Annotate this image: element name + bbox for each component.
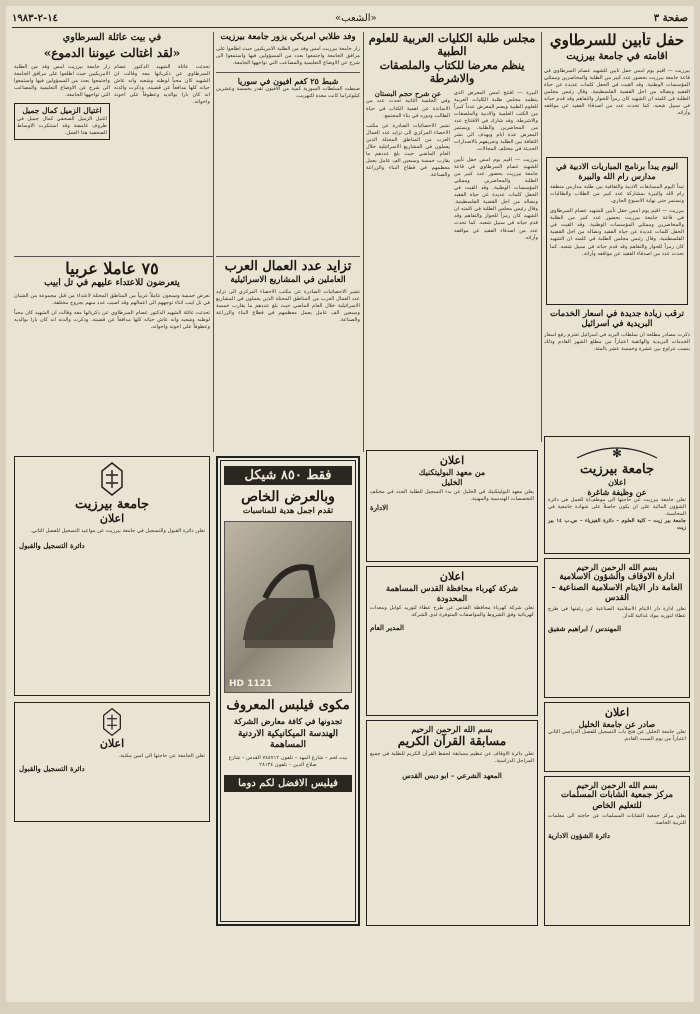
delegation-body: زار جامعة بيرزيت امس وفد من الطلبة الامريكيين حيث اطلعوا على مرافق الجامعة واجتمعوا بعدد من المسؤولين فيها واستمعوا الى شرح عن الاوضاع التعليمية والمصاعب التي تواجهها الجامعة.: [216, 45, 360, 66]
family-body: تحدثت عائلة الشهيد الدكتور عصام السرطاوي عن ذكرياتها معه وقالت ان الشهيد كان محباً لوطنه وشعبه وانه عاش حياته كلها مدافعاً عن قضيته. وذكرت والدته انه كان بارا بوالديه وعطوفاً على اخوته واخواته.: [114, 63, 210, 106]
birzeit-logo-3: [19, 707, 205, 737]
birzeit-third-label: اعلان: [99, 737, 125, 750]
exhibition-side-title: عن شرح حجم البستان: [374, 88, 442, 98]
birzeit-third-ad: [14, 702, 210, 822]
electric-ad: [366, 566, 538, 716]
issue-date: ١٤-٢-١٩٨٣: [12, 13, 58, 24]
birzeit-job-ad: [544, 436, 690, 554]
philips-title: مكوى فيلبس المعروف: [226, 698, 350, 714]
birzeit-job-body: تعلن جامعة بيرزيت عن حاجتها الى موظف/ة للعمل في دائرة الشؤون المالية على ان يكون حاصلاً على شهادة جامعية في المحاسبة.: [548, 497, 686, 518]
svg-text:✻: ✻: [612, 447, 622, 460]
programme-body: تبدأ اليوم المسابقات الادبية والثقافية بين طلبة مدارس منطقة رام الله والبيرة بمشاركة عدد كبير من الطلاب والطالبات وتستمر حتى نهاية الاسبوع الجاري.: [550, 183, 684, 204]
column-rule: [213, 32, 214, 452]
obituary-box: [14, 103, 110, 140]
delegation-headline: وفد طلابي امريكي يزور جامعة بيرزيت: [220, 32, 356, 42]
birzeit-logo: [548, 440, 686, 462]
waqf-title: ادارة الاوقاف والشؤون الاسلامية العامة دار الايتام الاسلامية الصناعية – القدس: [551, 572, 683, 604]
family-body-cont: زار جامعة بيرزيت امس وفد من الطلبة الامريكيين حيث اطلعوا على مرافق الجامعة واجتمعوا بعدد من المسؤولين فيها واستمعوا الى شرح عن الاوضاع التعليمية والمصاعب التي تواجهها الجامعة.: [14, 63, 110, 99]
waqf-basmala: بسم الله الرحمن الرحيم: [576, 562, 658, 572]
birzeit-name-2: جامعة بيرزيت: [74, 497, 150, 512]
exhibition-body-cont: بيرزيت — اقيم يوم امس حفل تأبين للشهيد عصام السرطاوي في قاعة جامعة بيرزيت بحضور عدد كبير من الطلبة والمحاضرين وممثلي المؤسسات الوطنية. وقد القيت في الحفل كلمات عديدة عن حياة الفقيد ونضاله من اجل القضية الفلسطينية. وقال رئيس مجلس الطلبة في كلمته ان الشهيد كان رمزاً للحوار والتفاهم وقد قدم حياته في سبيل شعبه. كما تحدث عدد من اصدقاء الفقيد عن مواقفه وآرائه.: [454, 156, 538, 241]
quran-body: تعلن دائرة الاوقاف عن تنظيم مسابقة لحفظ القرآن الكريم للطلبة في جميع المراحل الدراسية.: [370, 751, 534, 765]
obituary-title: اغتيال الزميل كمال جميل: [22, 106, 102, 116]
memorial-headline: حفل تأبين للسرطاوي: [549, 32, 685, 49]
electric-body: تعلن شركة كهرباء محافظة القدس عن طرح عطاء لتوريد كوابل ومعدات كهربائية وفق الشروط والمواصفات المتوفرة لدى الشركة.: [370, 605, 534, 619]
iron-model: HD 1121: [229, 679, 273, 690]
column-rule: [541, 32, 542, 442]
hebron-body: تعلن جامعة الخليل عن فتح باب التسجيل للفصل الدراسي الثاني اعتباراً من يوم السبت القادم.: [548, 729, 686, 743]
workers-body-cont: تحدثت عائلة الشهيد الدكتور عصام السرطاوي عن ذكرياتها معه وقالت ان الشهيد كان محباً لوطنه وشعبه وانه عاش حياته كلها مدافعاً عن قضيته. وذكرت والدته انه كان بارا بوالديه وعطوفاً على اخوته واخواته.: [14, 309, 210, 331]
workers-subhead: يتعرضون للاعتداء عليهم في تل ابيب: [44, 278, 180, 289]
section-rule: [14, 256, 214, 257]
paper-name: «الشعب»: [335, 13, 377, 24]
birzeit-third-signature: دائرة التسجيل والقبول: [19, 764, 85, 774]
quran-title: مسابقة القرآن الكريم: [397, 734, 507, 748]
muslim-women-basmala: بسم الله الرحمن الرحيم: [576, 780, 658, 790]
waqf-body: تعلن ادارة دار الايتام الاسلامية الصناعية عن رغبتها في طرح عطاء لتوريد مواد غذائية للدار.: [548, 605, 686, 619]
workers-article: [14, 260, 210, 450]
philips-price-banner: فقط ٨٥٠ شيكل: [224, 466, 352, 485]
waqf-ad: [544, 558, 690, 698]
polytechnic-title: من معهد البوليتكنيك: [418, 467, 486, 477]
exhibition-article: [366, 32, 538, 447]
birzeit-second-ad: [14, 456, 210, 696]
birzeit-logo-2: [19, 461, 205, 497]
exhibition-body: البيرة — افتتح امس المعرض الذي ينظمه مجلس طلبة الكليات العربية للعلوم الطبية ويضم المعرض عدداً كبيراً من الكتب العلمية والادبية والملصقات والاشرطة. وقد شارك في الافتتاح عدد من المحاضرين والطلبة. ويستمر المعرض عدة ايام ويهدف الى نشر الثقافة بين الطلبة وتعريفهم بالاصدارات الحديثة في مختلف المجالات.: [454, 89, 538, 153]
philips-offer: وبالعرض الخاص: [241, 489, 335, 505]
birzeit-job-contact: جامعة بير زيت – كلية العلوم – دائرة الفيزياء – ص.ب ١٤ بير زيت: [548, 518, 686, 532]
family-article: [14, 32, 210, 254]
birzeit-second-body: تعلن دائرة القبول والتسجيل في جامعة بيرزيت عن مواعيد التسجيل للفصل الثاني.: [30, 528, 205, 534]
polytechnic-city: الخليل: [441, 477, 463, 487]
newspaper-page: [6, 6, 694, 1002]
hebron-ad: [544, 702, 690, 772]
muslim-women-ad: [544, 776, 690, 926]
exhibition-subhead: ينظم معرضا للكتاب والملصقات والاشرطة: [379, 59, 525, 86]
masthead: [12, 10, 688, 28]
polytechnic-ad: [366, 450, 538, 562]
family-subhead: «لقد اغتالت عيوننا الدموع»: [43, 45, 181, 60]
memorial-body: بيرزيت — اقيم يوم امس حفل تأبين للشهيد عصام السرطاوي في قاعة جامعة بيرزيت بحضور عدد كبير من الطلبة والمحاضرين وممثلي المؤسسات الوطنية. وقد القيت في الحفل كلمات عديدة عن حياة الفقيد ونضاله من اجل القضية الفلسطينية. وقال رئيس مجلس الطلبة في كلمته ان الشهيد كان رمزاً للحوار والتفاهم وقد قدم حياته في سبيل شعبه. كما تحدث عدد من اصدقاء الفقيد عن مواقفه وآرائه.: [544, 67, 690, 117]
labor-body: تشير الاحصائيات الصادرة عن مكتب الاحصاء المركزي الى تزايد عدد العمال العرب من المناطق المحتلة الذين يعملون في المشاريع الاسرائيلية خلال العام الماضي حيث بلغ عددهم ما يقارب خمسة وسبعين الف عامل يعمل معظمهم في قطاع البناء والزراعة والصناعة.: [216, 288, 360, 323]
postal-note-body: ذكرت مصادر مطلعة ان سلطات البريد في اسرائيل تعتزم رفع اسعار الخدمات البريدية والهاتفية اعتباراً من مطلع الشهر القادم وذلك بنسب تتراوح بين عشرة وخمسة عشر بالمئة.: [544, 332, 690, 353]
quran-basmala: بسم الله الرحمن الرحيم: [411, 724, 493, 734]
opium-body: ضبطت السلطات السورية كمية من الافيون تقدر بخمسة وعشرين كيلوغراما كانت معدة للتهريب.: [216, 85, 360, 99]
column-rule: [363, 32, 364, 452]
philips-company: الهندسة الميكانيكية الاردنية المساهمة: [237, 729, 339, 751]
birzeit-third-body: تعلن الجامعة عن حاجتها الى امين مكتبة.: [118, 753, 205, 759]
birzeit-job-title: عن وظيفة شاغرة: [587, 487, 647, 497]
philips-ad: [216, 456, 360, 926]
family-headline: في بيت عائلة السرطاوي: [62, 32, 162, 43]
obituary-body: اغتيل الزميل الصحفي كمال جميل في ظروف غامضة وقد استنكرت الاوساط الصحفية هذا العمل.: [17, 115, 107, 136]
workers-headline: ٧٥ عاملا عربيا: [65, 260, 159, 278]
muslim-women-body: يعلن مركز جمعية الشابات المسلمات عن حاجته الى معلمات للتربية الخاصة.: [548, 813, 686, 827]
memorial-subhead: اقامته في جامعة بيرزيت: [566, 51, 668, 63]
philips-address: بيت لحم – شارع المهد – تلفون ٧٤٤٧١٢ القدس – شارع صلاح الدين – تلفون ٢٨١٣٤: [228, 754, 348, 768]
electric-title: شركة كهرباء محافظة القدس المساهمة المحدودة: [386, 583, 518, 603]
delegation-article: [216, 32, 360, 192]
workers-body: تعرض خمسة وسبعون عاملاً عربياً من المناطق المحتلة لاعتداء من قبل مجموعة من الشبان في تل ابيب اثناء توجههم الى اعمالهم وقد اصيب عدد منهم بجروح مختلفة.: [14, 292, 210, 306]
page-number: صفحة ٣: [653, 13, 688, 24]
memorial-article: [544, 32, 690, 432]
programme-box: [546, 157, 688, 305]
muslim-women-title: مركز جمعية الشابات المسلمات للتعليم الخاص: [560, 790, 674, 811]
exhibition-side-body: وفي الجلسة الثانية تحدث عدد من الاساتذة عن اهمية الكتاب في حياة الطالب ودوره في بناء المجتمع.: [366, 98, 450, 119]
labor-headline: تزايد عدد العمال العرب: [224, 259, 352, 274]
polytechnic-body: يعلن معهد البوليتكنيك في الخليل عن بدء التسجيل للطلبة الجدد في مختلف التخصصات الهندسية والمهنية.: [370, 489, 534, 503]
birzeit-second-label: اعلان: [99, 512, 125, 525]
quran-signature: المعهد الشرعي – ابو ديس القدس: [402, 771, 502, 781]
electric-signature: المدير العام: [370, 623, 404, 633]
muslim-women-signature: دائرة الشؤون الادارية: [548, 831, 610, 841]
philips-slogan: فيلبس الافضل لكم دوما: [224, 775, 352, 792]
hebron-label: اعلان: [604, 706, 630, 719]
postal-note-title: ترقب زيادة جديدة في اسعار الخدمات البريدية في اسرائيل: [549, 308, 685, 330]
philips-note: تقدم اجمل هدية للمناسبات: [242, 505, 334, 516]
opium-headline: شبط ٢٥ كغم افيون في سوريا: [216, 72, 360, 86]
labor-article: [216, 256, 360, 446]
iron-icon: [225, 522, 355, 692]
waqf-signature: المهندس / ابراهيم شفيق: [548, 624, 622, 634]
exhibition-side-cont: تشير الاحصائيات الصادرة عن مكتب الاحصاء المركزي الى تزايد عدد العمال العرب من المناطق المحتلة الذين يعملون في المشاريع الاسرائيلية خلال العام الماضي حيث بلغ عددهم ما يقارب خمسة وسبعين الف عامل يعمل معظمهم في قطاع البناء والزراعة والصناعة.: [366, 122, 450, 179]
polytechnic-signature: الادارة: [370, 503, 389, 513]
iron-photo: [224, 521, 352, 693]
polytechnic-label: اعلان: [439, 454, 465, 467]
hebron-title: صادر عن جامعة الخليل: [578, 719, 656, 729]
labor-subhead: العاملين في المشاريع الاسرائيلية: [230, 274, 346, 285]
exhibition-headline: مجلس طلبة الكليات العربية للعلوم الطبية: [368, 32, 536, 59]
electric-label: اعلان: [439, 570, 465, 583]
philips-dealer: تجدونها في كافة معارض الشركة: [233, 716, 343, 727]
birzeit-job-label: اعلان: [608, 477, 626, 487]
quran-ad: [366, 720, 538, 926]
programme-title: اليوم يبدأ برنامج المباريات الادبية في مدارس رام الله والبيرة: [556, 160, 678, 181]
birzeit-name: جامعة بيرزيت: [579, 462, 655, 477]
birzeit-second-signature: دائرة التسجيل والقبول: [19, 541, 85, 551]
programme-body-cont: بيرزيت — اقيم يوم امس حفل تأبين للشهيد عصام السرطاوي في قاعة جامعة بيرزيت بحضور عدد كبير من الطلبة والمحاضرين وممثلي المؤسسات الوطنية. وقد القيت في الحفل كلمات عديدة عن حياة الفقيد ونضاله من اجل القضية الفلسطينية. وقال رئيس مجلس الطلبة في كلمته ان الشهيد كان رمزاً للحوار والتفاهم وقد قدم حياته في سبيل شعبه. كما تحدث عدد من اصدقاء الفقيد عن مواقفه وآرائه.: [550, 208, 684, 257]
